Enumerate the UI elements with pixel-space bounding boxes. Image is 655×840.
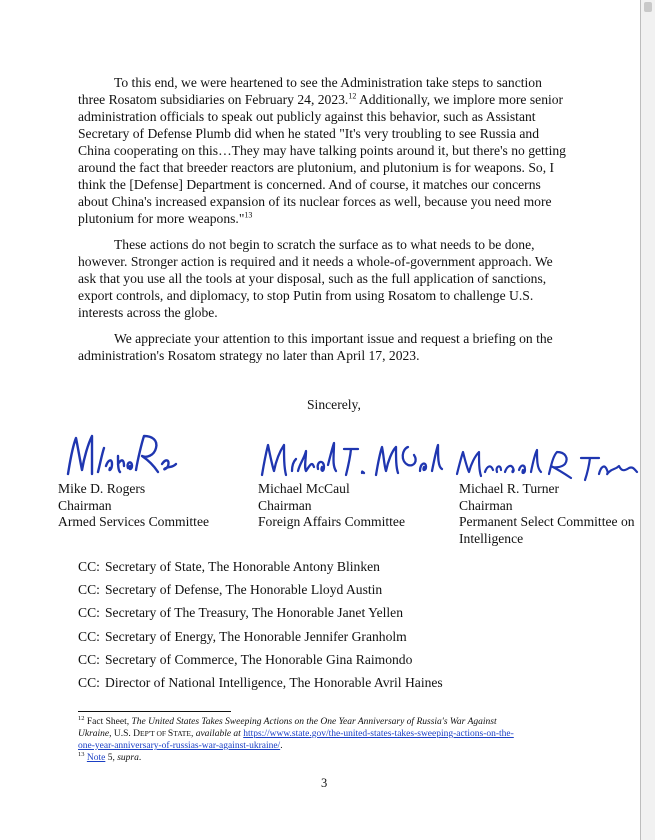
signature-turner	[453, 444, 638, 484]
paragraph-line: We appreciate your attention to this important issue and request a briefing on the	[114, 331, 553, 346]
paragraph-line: administration officials to speak out publicly against this behavior, such as Assistant	[78, 109, 536, 124]
paragraph-line: To this end, we were heartened to see the Administration take steps to sanction	[114, 75, 542, 90]
signatory-title: Chairman	[258, 497, 312, 513]
footnote-12-link-continued[interactable]: one-year-anniversary-of-russias-war-against-ukraine/	[78, 741, 281, 751]
paragraph-line: export controls, and diplomacy, to stop Putin from using Rosatom to challenge U.S.	[78, 288, 534, 303]
signatory-committee-continued: Intelligence	[459, 530, 524, 546]
signatory-name: Michael R. Turner	[459, 481, 560, 496]
footnote-13-note-link[interactable]: Note	[86, 753, 106, 763]
signatory-title: Chairman	[58, 497, 112, 513]
footnote-13-line: $^{13}$ Note 5, supra.	[78, 750, 142, 763]
paragraph-stronger-action	[78, 236, 598, 321]
cc-item: CC: Secretary of Energy, The Honorable Jennifer Granholm	[78, 629, 407, 644]
signatory-mccaul	[258, 481, 405, 531]
signatory-committee: Permanent Select Committee on	[459, 514, 635, 529]
footnote-12-link[interactable]: https://www.state.gov/the-united-states-takes-sweeping-actions-on-the-	[243, 729, 514, 739]
scrollbar-thumb[interactable]	[644, 2, 652, 12]
footnotes	[78, 716, 588, 764]
footnote-12-line: $^{12}$ Fact Sheet, The United States Takes Sweeping Actions on the One Year Anniversary of Russia's War Against	[78, 714, 497, 727]
page-number: 3	[321, 776, 328, 790]
footnote-separator	[78, 711, 231, 712]
signatory-rogers	[58, 481, 209, 531]
signatory-turner	[459, 481, 635, 547]
footnote-12-line: one-year-anniversary-of-russias-war-against-ukraine/.	[78, 741, 283, 751]
signatory-title: Chairman	[459, 497, 513, 513]
signatory-committee: Foreign Affairs Committee	[258, 514, 405, 529]
cc-item: CC: Secretary of Defense, The Honorable Lloyd Austin	[78, 582, 383, 597]
signatory-name: Mike D. Rogers	[58, 481, 146, 496]
paragraph-line: administration's Rosatom strategy no later than April 17, 2023.	[78, 348, 420, 363]
signatory-name: Michael McCaul	[258, 481, 350, 496]
paragraph-sanctions	[78, 74, 598, 227]
footnote-ref-12[interactable]: 12	[348, 91, 357, 101]
paragraph-line: three Rosatom subsidiaries on February 24, 2023.12 Additionally, we implore more senior	[78, 91, 564, 107]
signature-rogers	[62, 430, 182, 480]
cc-item: CC: Secretary of The Treasury, The Honorable Janet Yellen	[78, 605, 403, 620]
paragraph-line: Secretary of Defense Plumb did when he stated "It's very troubling to see Russia and	[78, 126, 540, 141]
signatory-committee: Armed Services Committee	[58, 514, 210, 529]
paragraph-line: plutonium for more weapons."$^{13}$	[78, 210, 253, 226]
paragraph-line: China cooperating on this…They may have talking points around it, but there's no getting	[78, 143, 566, 158]
signature-mccaul	[258, 437, 448, 482]
footnote-12-line: Ukraine, U.S. DEP'T OF STATE, available at https://www.state.gov/the-united-states-takes-sweeping-actions-on-the-	[78, 729, 514, 739]
paragraph-line: interests across the globe.	[78, 305, 218, 320]
vertical-scrollbar[interactable]	[640, 0, 655, 840]
paragraph-line: think the [Defense] Department is concerned. And of course, it matches our concerns	[78, 177, 541, 192]
paragraph-line: ask that you use all the tools at your disposal, such as the full application of sanctions,	[78, 271, 547, 286]
paragraph-line: however. Stronger action is required and it needs a whole-of-government approach. We	[78, 254, 553, 269]
cc-item: CC: Secretary of State, The Honorable Antony Blinken	[78, 559, 380, 574]
cc-item: CC: Director of National Intelligence, The Honorable Avril Haines	[78, 675, 443, 690]
paragraph-line: These actions do not begin to scratch the surface as to what needs to be done,	[114, 237, 535, 252]
cc-item: CC: Secretary of Commerce, The Honorable Gina Raimondo	[78, 652, 413, 667]
paragraph-briefing-request	[78, 330, 598, 364]
paragraph-line: around the fact that breeder reactors are plutonium, and plutonium is for weapons. So, I	[78, 160, 555, 175]
paragraph-line: about China's increased expansion of its nuclear forces as well, because you need more	[78, 194, 552, 209]
footnote-ref-13[interactable]: 13	[244, 210, 253, 220]
closing-salutation: Sincerely,	[307, 397, 361, 412]
